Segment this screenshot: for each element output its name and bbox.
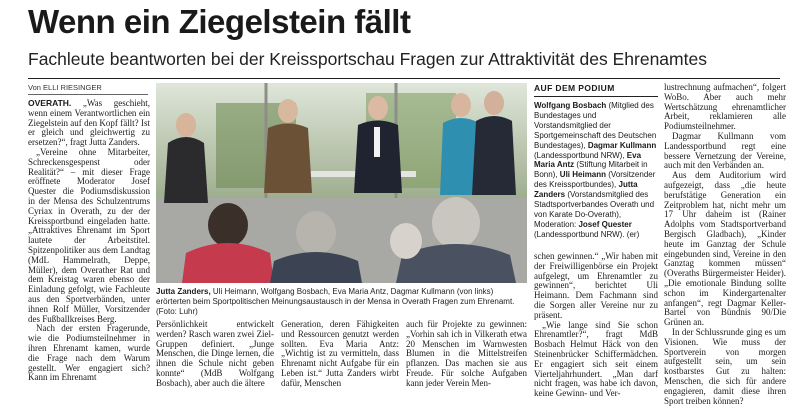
podium-participants (534, 101, 658, 240)
participant-role: (Mitglied des Bundestages und Vorstandsmitglied der Sportgemeinschaft des Deutschen Bundestages), (534, 101, 657, 150)
byline-divider (28, 94, 148, 95)
dateline: OVERATH. (28, 99, 72, 108)
paragraph: „Wie lange sind Sie schon Ehrenamtler?“, fragt MdB Bosbach Helmut Häck von den Steinenbrücker Schiffermädchen. Er engagiert sich seit einem Vierteljahrhundert. „Man darf nicht fragen, was habe ich davon, keine Gewinn- und Ver- (534, 319, 658, 399)
byline: Von ELLI RIESINGER (28, 83, 102, 92)
article-column-5 (534, 252, 658, 410)
participant-name: Wolfgang Bosbach (534, 101, 607, 110)
participant-role: (Vorstandsmitglied des Stadtsportverbandes Overath und von Karate Do-Overath), Moderation: (534, 190, 655, 229)
photo-caption (156, 287, 527, 317)
podium-heading: AUF DEM PODIUM (534, 83, 658, 97)
article-column-1 (28, 99, 150, 409)
paragraph: Nach der ersten Fragerunde, wie die Podiumsteilnehmer in ihren Ehrenamt kamen, wurde die Frage nach dem Warum gestellt. Wer engagiert sich? Kann im Ehrenamt (28, 323, 150, 383)
paragraph: Generation, deren Fähigkeiten und Ressourcen genutzt werden sollten. Eva Maria Antz: „Wichtig ist zu vermitteln, dass Ehrenamt nicht Aufgabe für ein Leben ist.“ Jutta Zanders wirbt dafür, Menschen (281, 320, 399, 388)
paragraph: „Vereine ohne Mitarbeiter, Schreckensgespenst oder Realität?“ – mit dieser Frage eröffnete Moderator Josef Quester die Podiumsdiskussion in der Mensa des Schulzentrums Cyriax in Overath, zu der der Kreissportbund eingeladen hatte. „Attraktives Ehrenamt im Sport lautete der Arbeitstitel. Spitzenpolitiker aus dem Landtag (MdL Hammelrath, Deppe, Müller), dem Overather Rat und dem Kreistag waren ebenso der Einladung gefolgt, wie Fachleute aus den Sportverbänden, unter ihnen Rolf Müller, Vorsitzender des Fußballkreises Berg. (28, 146, 150, 324)
participant-role: (Landessportbund NRW). (er) (534, 229, 640, 239)
paragraph: Dagmar Kullmann vom Landessportbund regt eine bessere Vernetzung der Vereine, auch mit den Verbänden an. (664, 130, 786, 171)
participant-role: (Vorsitzender des Kreissportbundes), (534, 170, 656, 190)
participant-name: Dagmar Kullmann (587, 140, 657, 150)
paragraph: In der Schlussrunde ging es um Visionen. Wie muss der Sportverein von morgen aufgestellt sein, um sein kostbarstes Gut zu halten: Menschen, die sich für andere engagieren, damit diese ihren Sport treiben können? (664, 326, 786, 406)
article-column-3 (281, 320, 399, 410)
participant-name: Eva Maria Antz (534, 150, 642, 170)
caption-lead: Jutta Zanders, (156, 287, 211, 296)
article-column-2 (156, 320, 274, 410)
paragraph: schen gewinnen.“ „Wir haben mit der Freiwilligenbörse ein Projekt aufgelegt, um Ehrenamtler zu gewinnen“, berichtet Uli Heimann. Dem Fachmann sind die Sorgen aller Vereine nur zu präsent. (534, 252, 658, 320)
divider (28, 78, 780, 79)
participant-name: Jutta Zanders (534, 180, 638, 200)
paragraph: lustrechnung aufmachen“, folgert WoBo. Aber auch mehr Wertschätzung ehrenamtlicher Arbeit, reklamieren alle Podiumsteilnehmer. (664, 83, 786, 132)
participant-role: (Landessportbund NRW), (534, 150, 627, 160)
paragraph: Aus dem Auditorium wird aufgezeigt, dass „die heute berufstätige Generation ein Zeitproblem hat, nicht mehr um 17 Uhr daheim ist (Rainer Adolphs vom Stadtsportverband Bergisch Gladbach), „Kinder heute im Ganztag der Schule eingebunden sind, Vereine in den Ganztag kommen müssen“ (Overaths Bürgermeister Heider). „Die emotionale Bindung sollte schon im Kindergartenalter anfangen“, regt Dagmar Keller-Bartel von Bündnis 90/Die Grünen an. (664, 170, 786, 328)
paragraph: auch für Projekte zu gewinnen: „Vorhin sah ich in Vilkerath etwa 20 Menschen im Warnwesten Blumen in die Mittelstreifen pflanzen. Das machen sie aus Freude. Für solche Aufgaben kann jeder Verein Men- (406, 320, 527, 388)
article-photo (156, 83, 527, 283)
participant-name: Josef Quester (578, 219, 632, 229)
caption-text: Uli Heimann, Wolfgang Bosbach, Eva Maria Antz, Dagmar Kullmann (von links) erörterten beim Sportpolitischen Meinungsaustausch in der Mensa in Overath Fragen zum Ehrenamt. (Foto: Luhr) (156, 287, 515, 316)
participant-role: (Stiftung Mitarbeit in Bonn), (534, 160, 648, 180)
subheadline: Fachleute beantworten bei der Kreissportschau Fragen zur Attraktivität des Ehrenamtes (28, 49, 707, 69)
podium-discussion-photo (156, 83, 527, 283)
article-column-4 (406, 320, 527, 410)
paragraph: „Was geschieht, wenn einem Verantwortlichen ein Ziegelstein auf den Kopf fällt? Ist er gleich und gleichwertig zu ersetzen?“, fragt Jutta Zanders. (28, 99, 150, 148)
article-column-6 (664, 83, 786, 410)
headline: Wenn ein Ziegelstein fällt (28, 3, 411, 40)
podium-info-box (534, 83, 658, 248)
paragraph: Persönlichkeit entwickelt werden? Rasch waren zwei Ziel-Gruppen definiert. „Junge Menschen, die Dinge lernen, die ihnen die Schule nicht geben konnte“ (MdB Wolfgang Bosbach), aber auch die ältere (156, 320, 274, 388)
participant-name: Uli Heimann (559, 170, 607, 180)
